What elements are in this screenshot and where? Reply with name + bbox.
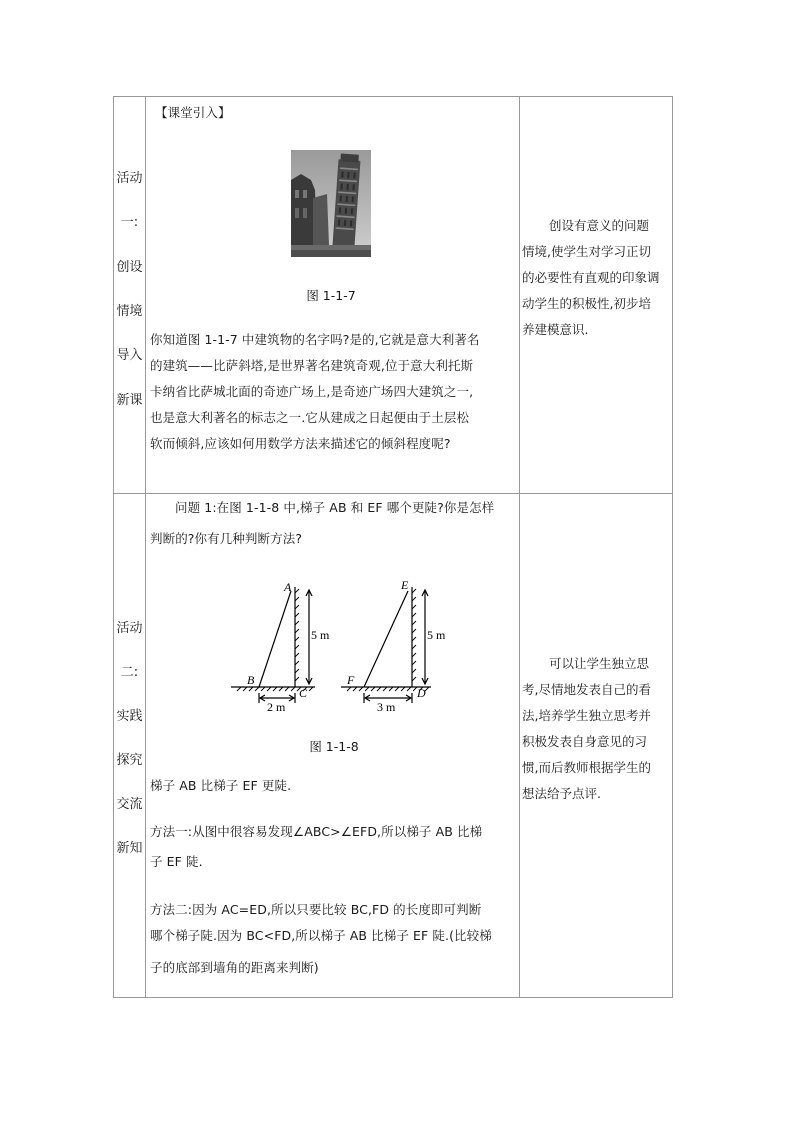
paragraph-line: 软而倾斜,应该如何用数学方法来描述它的倾斜程度呢? bbox=[150, 436, 451, 451]
figure-1-1-8-caption: 图 1-1-8 bbox=[309, 739, 359, 754]
method-line: 子的底部到墙角的距离来判断) bbox=[150, 960, 319, 975]
row-label-line: 活动 bbox=[116, 621, 143, 636]
side-note-line: 积极发表自身意见的习 bbox=[522, 734, 648, 749]
side-note-line: 考,尽情地发表自己的看 bbox=[522, 682, 651, 697]
method-line: 方法一:从图中很容易发现∠ABC>∠EFD,所以梯子 AB 比梯 bbox=[150, 824, 483, 839]
point-c-label: C bbox=[299, 686, 308, 700]
row-label-line: 实践 bbox=[116, 709, 143, 724]
row-label-line: 导入 bbox=[116, 348, 143, 363]
row-divider bbox=[114, 493, 672, 494]
ladder-figure-1-1-8 bbox=[225, 577, 445, 712]
side-note-line: 创设有意义的问题 bbox=[549, 218, 650, 233]
paragraph-line: 你知道图 1-1-7 中建筑物的名字吗?是的,它就是意大利著名 bbox=[150, 332, 480, 347]
point-e-label: E bbox=[401, 578, 409, 592]
point-b-label: B bbox=[247, 673, 255, 687]
left-height-label: 5 m bbox=[311, 628, 330, 642]
method-line: 哪个梯子陡.因为 BC<FD,所以梯子 AB 比梯子 EF 陡.(比较梯 bbox=[150, 928, 492, 943]
side-note-line: 的必要性有直观的印象调 bbox=[522, 270, 660, 285]
side-note-line: 动学生的积极性,初步培 bbox=[522, 296, 651, 311]
method-line: 方法二:因为 AC=ED,所以只要比较 BC,FD 的长度即可判断 bbox=[150, 902, 482, 917]
row-label-line: 探究 bbox=[116, 753, 143, 768]
right-height-label: 5 m bbox=[427, 628, 445, 642]
row-label-line: 活动 bbox=[116, 171, 143, 186]
side-note-line: 法,培养学生独立思考并 bbox=[522, 708, 651, 723]
point-d-label: D bbox=[417, 686, 426, 700]
row-label-line: 情境 bbox=[116, 304, 143, 319]
left-base-label: 2 m bbox=[267, 700, 286, 712]
side-note-line: 惯,而后教师根据学生的 bbox=[522, 760, 651, 775]
point-f-label: F bbox=[347, 673, 355, 687]
paragraph-line: 也是意大利著名的标志之一.它从建成之日起便由于土层松 bbox=[150, 410, 470, 425]
row-label-line: 创设 bbox=[116, 260, 143, 275]
leaning-tower-photo bbox=[291, 150, 371, 257]
question-line: 问题 1:在图 1-1-8 中,梯子 AB 和 EF 哪个更陡?你是怎样 bbox=[175, 500, 495, 515]
side-note-line: 可以让学生独立思 bbox=[549, 656, 650, 671]
answer-text: 梯子 AB 比梯子 EF 更陡. bbox=[150, 778, 292, 793]
column-divider-2 bbox=[519, 97, 520, 997]
row-label-line: 新知 bbox=[116, 841, 143, 856]
side-note-line: 情境,使学生对学习正切 bbox=[522, 244, 651, 259]
paragraph-line: 卡纳省比萨城北面的奇迹广场上,是奇迹广场四大建筑之一, bbox=[150, 384, 474, 399]
row-label-line: 二: bbox=[120, 665, 139, 680]
row-label-line: 交流 bbox=[116, 797, 143, 812]
row-label-line: 一: bbox=[120, 215, 139, 230]
figure-1-1-7-caption: 图 1-1-7 bbox=[306, 288, 356, 303]
method-line: 子 EF 陡. bbox=[150, 854, 203, 869]
section-title: 【课堂引入】 bbox=[155, 105, 231, 120]
question-line: 判断的?你有几种判断方法? bbox=[150, 531, 303, 546]
side-note-line: 养建模意识. bbox=[522, 322, 589, 337]
lesson-table bbox=[113, 96, 673, 998]
row-label-line: 新课 bbox=[116, 393, 143, 408]
side-note-line: 想法给予点评. bbox=[522, 786, 601, 801]
paragraph-line: 的建筑——比萨斜塔,是世界著名建筑奇观,位于意大利托斯 bbox=[150, 358, 474, 373]
column-divider-1 bbox=[145, 97, 146, 997]
point-a-label: A bbox=[284, 580, 292, 594]
right-base-label: 3 m bbox=[377, 700, 396, 712]
